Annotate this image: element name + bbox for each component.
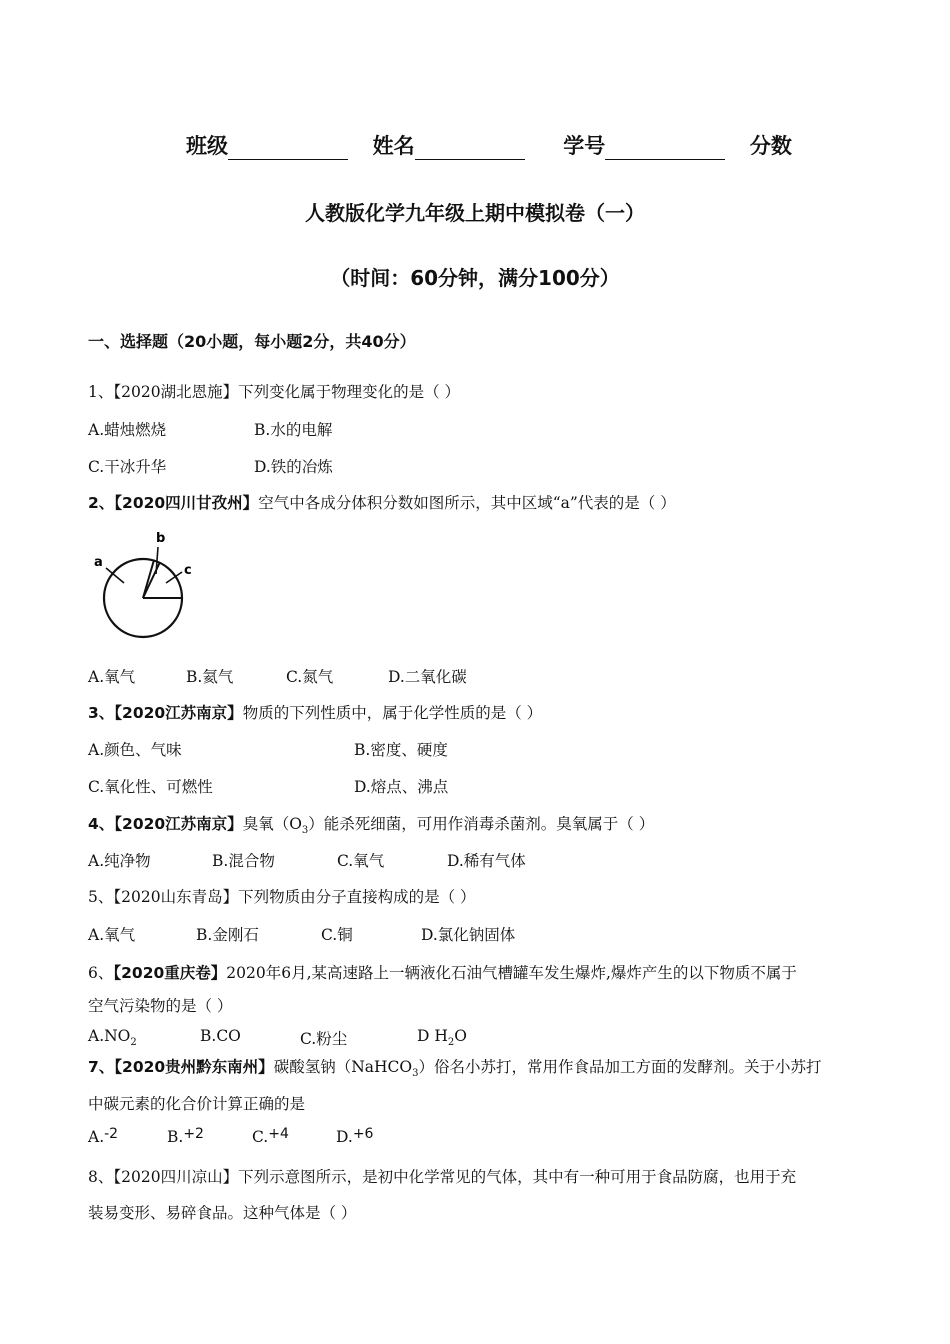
option-b[interactable]: B.氦气 — [186, 668, 234, 686]
option-c[interactable]: C.铜 — [321, 926, 353, 944]
question-source: 【2020湖北恩施】 — [113, 383, 239, 401]
id-label: 学号 — [563, 134, 606, 158]
option-text: C. — [252, 1128, 269, 1146]
option-d[interactable]: D.氯化钠固体 — [421, 926, 516, 944]
class-blank[interactable] — [228, 139, 348, 160]
option-b[interactable]: B.CO — [200, 1027, 241, 1045]
question-8-line-2: 装易变形、易碎食品。这种气体是（ ） — [88, 1204, 357, 1222]
option-a[interactable] — [88, 1128, 118, 1146]
question-source: 【2020江苏南京】 — [114, 704, 243, 722]
question-5 — [88, 885, 476, 907]
subscript: 2 — [130, 1037, 137, 1049]
score-label: 分数 — [749, 134, 792, 158]
option-c[interactable]: C.氧气 — [337, 852, 385, 870]
air-composition-pie-figure — [90, 530, 200, 640]
label-leader-b — [156, 547, 158, 574]
question-1 — [88, 380, 460, 402]
question-source: 【2020山东青岛】 — [113, 888, 239, 906]
question-text: 物质的下列性质中，属于化学性质的是（ ） — [242, 704, 543, 722]
option-a[interactable] — [88, 1027, 137, 1048]
page-subtitle: （时间：60分钟，满分100分） — [330, 266, 620, 290]
question-text: 臭氧（O — [242, 815, 302, 833]
option-a[interactable]: A.氧气 — [88, 668, 136, 686]
question-source: 【2020四川凉山】 — [113, 1168, 239, 1186]
option-d[interactable] — [417, 1027, 467, 1048]
option-d[interactable]: D.铁的冶炼 — [254, 458, 333, 476]
option-b[interactable]: B.混合物 — [212, 852, 275, 870]
question-source: 【2020重庆卷】 — [113, 964, 227, 982]
page-title: 人教版化学九年级上期中模拟卷（一） — [305, 201, 645, 225]
option-a[interactable]: A.氧气 — [88, 926, 136, 944]
question-4 — [88, 812, 654, 836]
id-blank[interactable] — [605, 139, 725, 160]
question-7-line-2: 中碳元素的化合价计算正确的是 — [88, 1095, 306, 1113]
option-d[interactable]: D.熔点、沸点 — [354, 778, 449, 796]
option-b[interactable]: B.金刚石 — [196, 926, 259, 944]
question-7 — [88, 1055, 821, 1079]
question-text: 碳酸氢钠（NaHCO — [273, 1058, 413, 1076]
question-number: 5、 — [88, 888, 114, 906]
option-c[interactable]: C.氧化性、可燃性 — [88, 778, 213, 796]
subscript: 2 — [447, 1037, 455, 1049]
class-label: 班级 — [186, 134, 228, 158]
option-a[interactable]: A.颜色、气味 — [88, 741, 182, 759]
subscript: 3 — [301, 825, 309, 837]
question-number: 4、 — [88, 815, 115, 833]
question-text: ）俗名小苏打，常用作食品加工方面的发酵剂。关于小苏打 — [418, 1058, 822, 1076]
question-source: 【2020贵州黔东南州】 — [114, 1058, 274, 1076]
option-text: D H — [417, 1027, 448, 1045]
option-c[interactable]: C.氮气 — [286, 668, 334, 686]
option-b[interactable]: B.水的电解 — [254, 421, 333, 439]
question-number: 6、 — [88, 964, 114, 982]
option-d[interactable]: D.稀有气体 — [447, 852, 526, 870]
question-text: 下列变化属于物理变化的是（ ） — [238, 383, 461, 401]
option-a[interactable]: A.纯净物 — [88, 852, 151, 870]
question-6-line-2: 空气污染物的是（ ） — [88, 997, 233, 1015]
option-c[interactable]: C.干冰升华 — [88, 458, 167, 476]
pie-label-b: b — [156, 531, 166, 546]
option-d[interactable] — [336, 1128, 373, 1146]
option-value: +4 — [268, 1126, 289, 1142]
student-info-line — [186, 130, 792, 160]
question-number: 2、 — [88, 494, 115, 512]
option-c[interactable] — [252, 1128, 289, 1146]
section-heading: 一、选择题（20小题，每小题2分，共40分） — [88, 332, 416, 351]
option-value: +6 — [352, 1126, 374, 1142]
question-source: 【2020江苏南京】 — [114, 815, 243, 833]
name-label: 姓名 — [372, 134, 415, 158]
question-text: 2020年6月,某高速路上一辆液化石油气槽罐车发生爆炸,爆炸产生的以下物质不属于 — [226, 964, 797, 982]
question-3 — [88, 701, 542, 723]
option-text: D. — [336, 1128, 353, 1146]
option-text: A. — [88, 1128, 105, 1146]
option-text: O — [454, 1027, 467, 1045]
option-value: -2 — [104, 1126, 119, 1142]
option-b[interactable] — [167, 1128, 204, 1146]
question-text: ）能杀死细菌，可用作消毒杀菌剂。臭氧属于（ ） — [308, 815, 655, 833]
name-blank[interactable] — [415, 139, 525, 160]
option-value: +2 — [183, 1126, 204, 1142]
pie-label-c: c — [184, 563, 192, 578]
question-number: 1、 — [88, 383, 114, 401]
question-6 — [88, 961, 797, 983]
option-b[interactable]: B.密度、硬度 — [354, 741, 448, 759]
option-d[interactable]: D.二氧化碳 — [388, 668, 467, 686]
subscript: 3 — [412, 1068, 419, 1080]
question-text: 下列示意图所示，是初中化学常见的气体，其中有一种可用于食品防腐，也用于充 — [238, 1168, 797, 1186]
question-text: 下列物质由分子直接构成的是（ ） — [238, 888, 476, 906]
question-source: 【2020四川甘孜州】 — [114, 494, 259, 512]
option-c[interactable]: C.粉尘 — [300, 1030, 348, 1048]
option-a[interactable]: A.蜡烛燃烧 — [88, 421, 167, 439]
question-8 — [88, 1165, 796, 1187]
option-text: A.NO — [88, 1027, 131, 1045]
question-number: 7、 — [88, 1058, 115, 1076]
question-2 — [88, 491, 676, 513]
question-text: 空气中各成分体积分数如图所示，其中区域“a”代表的是（ ） — [258, 494, 676, 512]
question-number: 3、 — [88, 704, 115, 722]
pie-label-a: a — [94, 555, 103, 570]
option-text: B. — [167, 1128, 184, 1146]
question-number: 8、 — [88, 1168, 114, 1186]
